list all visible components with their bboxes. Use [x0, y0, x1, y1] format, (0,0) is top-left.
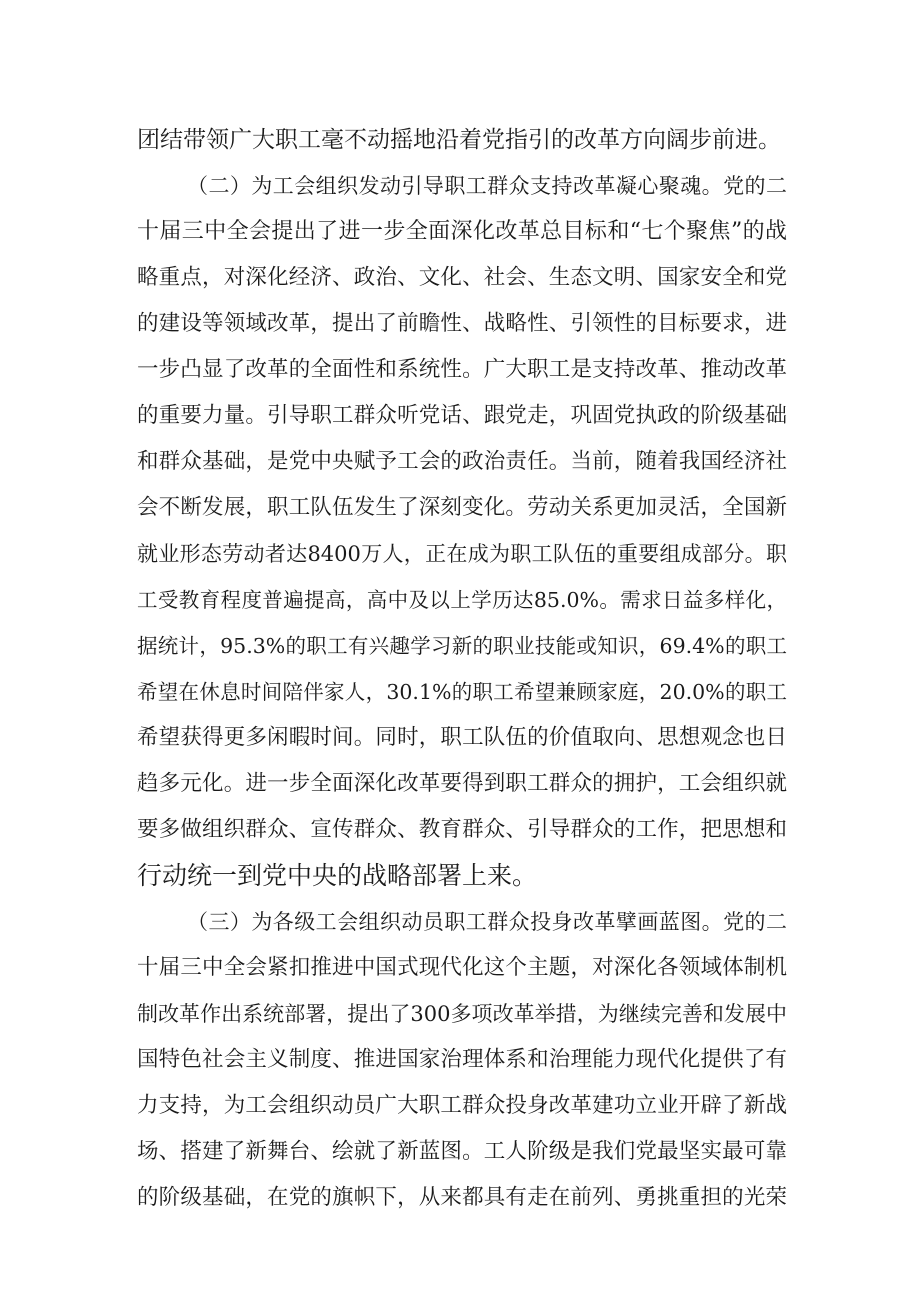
text-line: 趋多元化。进一步全面深化改革要得到职工群众的拥护，工会组织就 [137, 771, 787, 796]
text-line: 国特色社会主义制度、推进国家治理体系和治理能力现代化提供了有 [137, 1047, 787, 1072]
text-line: 场、搭建了新舞台、绘就了新蓝图。工人阶级是我们党最坚实最可靠 [137, 1139, 787, 1164]
text-line: 和群众基础，是党中央赋予工会的政治责任。当前，随着我国经济社 [137, 449, 787, 474]
text-line: 团结带领广大职工毫不动摇地沿着党指引的改革方向阔步前进。 [137, 127, 781, 153]
text-line: 要多做组织群众、宣传群众、教育群众、引导群众的工作，把思想和 [137, 817, 787, 842]
text-line: 希望获得更多闲暇时间。同时，职工队伍的价值取向、思想观念也日 [137, 725, 787, 750]
text-line: 的重要力量。引导职工群众听党话、跟党走，巩固党执政的阶级基础 [137, 403, 787, 428]
text-line: 制改革作出系统部署，提出了300多项改革举措，为继续完善和发展中 [137, 1002, 787, 1026]
text-line: 行动统一到党中央的战略部署上来。 [137, 861, 538, 890]
text-line: 略重点，对深化经济、政治、文化、社会、生态文明、国家安全和党 [137, 265, 787, 290]
text-line: 希望在休息时间陪伴家人，30.1%的职工希望兼顾家庭，20.0%的职工 [137, 680, 787, 704]
text-line: 力支持，为工会组织动员广大职工群众投身改革建功立业开辟了新战 [137, 1093, 787, 1118]
text-line: 十届三中全会提出了进一步全面深化改革总目标和“七个聚焦”的战 [137, 219, 787, 244]
text-line: 的建设等领域改革，提出了前瞻性、战略性、引领性的目标要求，进 [137, 311, 787, 336]
text-line: 据统计，95.3%的职工有兴趣学习新的职业技能或知识，69.4%的职工 [137, 634, 787, 658]
text-line: 一步凸显了改革的全面性和系统性。广大职工是支持改革、推动改革 [137, 357, 787, 382]
text-line: 十届三中全会紧扣推进中国式现代化这个主题，对深化各领域体制机 [137, 955, 787, 980]
text-line: 会不断发展，职工队伍发生了深刻变化。劳动关系更加灵活，全国新 [137, 495, 787, 520]
text-line: （三）为各级工会组织动员职工群众投身改革擘画蓝图。党的二 [187, 910, 787, 934]
text-line: 就业形态劳动者达8400万人，正在成为职工队伍的重要组成部分。职 [137, 542, 787, 566]
text-line: 工受教育程度普遍提高，高中及以上学历达85.0%。需求日益多样化， [137, 588, 787, 612]
text-line: （二）为工会组织发动引导职工群众支持改革凝心聚魂。党的二 [187, 174, 787, 198]
text-line: 的阶级基础，在党的旗帜下，从来都具有走在前列、勇挑重担的光荣 [137, 1185, 787, 1210]
